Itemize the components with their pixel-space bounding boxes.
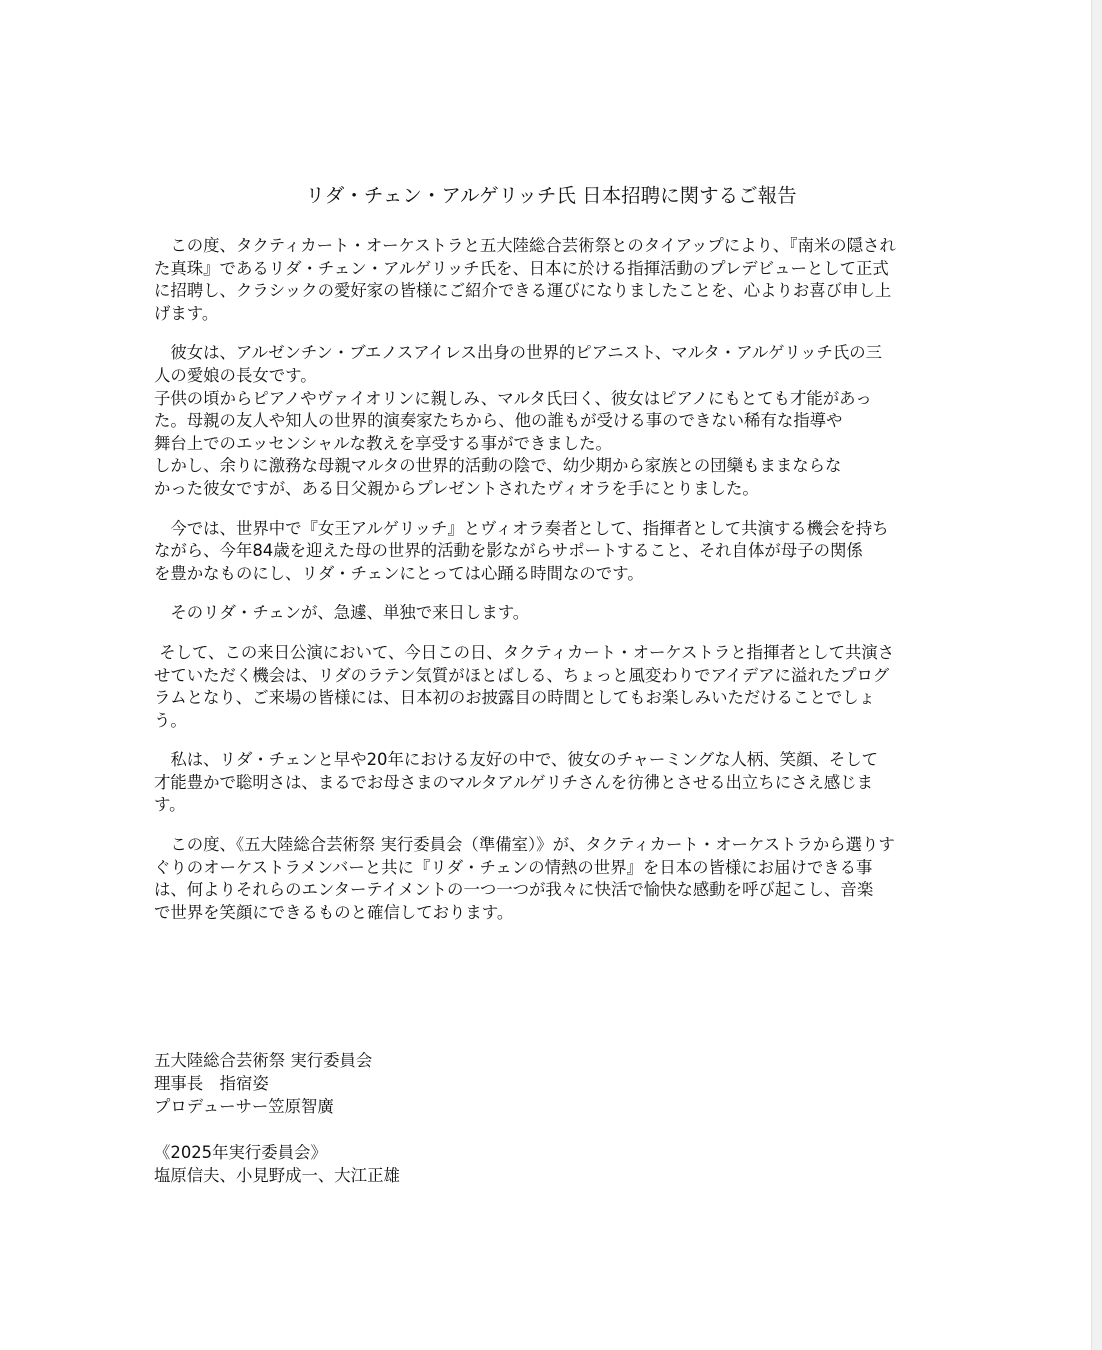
text-line: に招聘し、クラシックの愛好家の皆様にご紹介できる運びになりましたことを、心よりお喜び申し上 bbox=[154, 281, 892, 301]
text-line: しかし、余りに激務な母親マルタの世界的活動の陰で、幼少期から家族との団欒もままならな bbox=[154, 456, 842, 476]
text-line: ながら、今年84歳を迎えた母の世界的活動を影ながらサポートすること、それ自体が母子の関係 bbox=[154, 541, 863, 561]
text-line: を豊かなものにし、リダ・チェンにとっては心踊る時間なのです。 bbox=[154, 563, 644, 583]
text-line: う。 bbox=[154, 710, 187, 730]
text-line: た。母親の友人や知人の世界的演奏家たちから、他の誰もが受ける事のできない稀有な指導や bbox=[154, 411, 843, 431]
signature-organization: 五大陸総合芸術祭 実行委員会 bbox=[154, 1051, 373, 1070]
text-line: かった彼女ですが、ある日父親からプレゼントされたヴィオラを手にとりました。 bbox=[154, 478, 759, 498]
text-line: そして、この来日公演において、今日この日、タクティカート・オーケストラと指揮者として共演さ bbox=[154, 642, 895, 662]
paragraph-closing bbox=[154, 834, 954, 924]
paragraph-friendship bbox=[154, 749, 954, 817]
paragraph-current-activity bbox=[154, 518, 954, 586]
text-line: す。 bbox=[154, 795, 186, 815]
document-body bbox=[154, 235, 954, 924]
text-line: ラムとなり、ご来場の皆様には、日本初のお披露目の時間としてもお楽しみいただけることでしょ bbox=[154, 688, 876, 708]
signature-chairman: 理事長 指宿姿 bbox=[154, 1074, 269, 1093]
text-line: げます。 bbox=[154, 303, 219, 323]
committee-members: 塩原信夫、小見野成一、大江正雄 bbox=[154, 1166, 400, 1185]
paragraph-invitation bbox=[154, 235, 954, 325]
text-line: 私は、リダ・チェンと早や20年における友好の中で、彼女のチャーミングな人柄、笑顔、そして bbox=[154, 750, 879, 770]
paragraph-concert bbox=[154, 642, 954, 732]
page-edge bbox=[1091, 0, 1102, 1350]
document-title: リダ・チェン・アルゲリッチ氏 日本招聘に関するご報告 bbox=[305, 184, 797, 207]
text-line: た真珠』であるリダ・チェン・アルゲリッチ氏を、日本に於ける指揮活動のプレデビューとして正式 bbox=[154, 258, 889, 278]
text-line: ぐりのオーケストラメンバーと共に『リダ・チェンの情熱の世界』を日本の皆様にお届けできる事 bbox=[154, 857, 873, 877]
text-line: 才能豊かで聡明さは、まるでお母さまのマルタアルゲリチさんを彷彿とさせる出立ちにさえ感じま bbox=[154, 772, 874, 792]
text-line: 今では、世界中で『女王アルゲリッチ』とヴィオラ奏者として、指揮者として共演する機会を持ち bbox=[154, 518, 889, 538]
text-line: は、何よりそれらのエンターテイメントの一つ一つが我々に快活で愉快な感動を呼び起こし、音楽 bbox=[154, 880, 874, 900]
committee-heading: 《2025年実行委員会》 bbox=[154, 1143, 327, 1162]
text-line: この度、タクティカート・オーケストラと五大陸総合芸術祭とのタイアップにより、『南米の隠され bbox=[154, 236, 896, 255]
text-line: せていただく機会は、リダのラテン気質がほとばしる、ちょっと風変わりでアイデアに溢れたプログ bbox=[154, 665, 890, 685]
text-line: 子供の頃からピアノやヴァイオリンに親しみ、マルタ氏曰く、彼女はピアノにもとても才能があっ bbox=[154, 388, 872, 408]
paragraph-visit-announcement bbox=[154, 602, 954, 625]
signature-block bbox=[154, 1049, 754, 1187]
text-line: 人の愛娘の長女です。 bbox=[154, 365, 317, 385]
text-line: で世界を笑顔にできるものと確信しております。 bbox=[154, 902, 514, 922]
text-line: 彼女は、アルゼンチン・ブエノスアイレス出身の世界的ピアニスト、マルタ・アルゲリッチ氏の三 bbox=[154, 343, 883, 363]
signature-producer: プロデューサー笠原智廣 bbox=[154, 1097, 334, 1116]
text-line: この度、《五大陸総合芸術祭 実行委員会（準備室）》が、タクティカート・オーケストラから選りす bbox=[154, 835, 895, 855]
paragraph-biography bbox=[154, 342, 954, 500]
text-line: そのリダ・チェンが、急遽、単独で来日します。 bbox=[154, 603, 530, 623]
text-line: 舞台上でのエッセンシャルな教えを享受する事ができました。 bbox=[154, 433, 612, 453]
